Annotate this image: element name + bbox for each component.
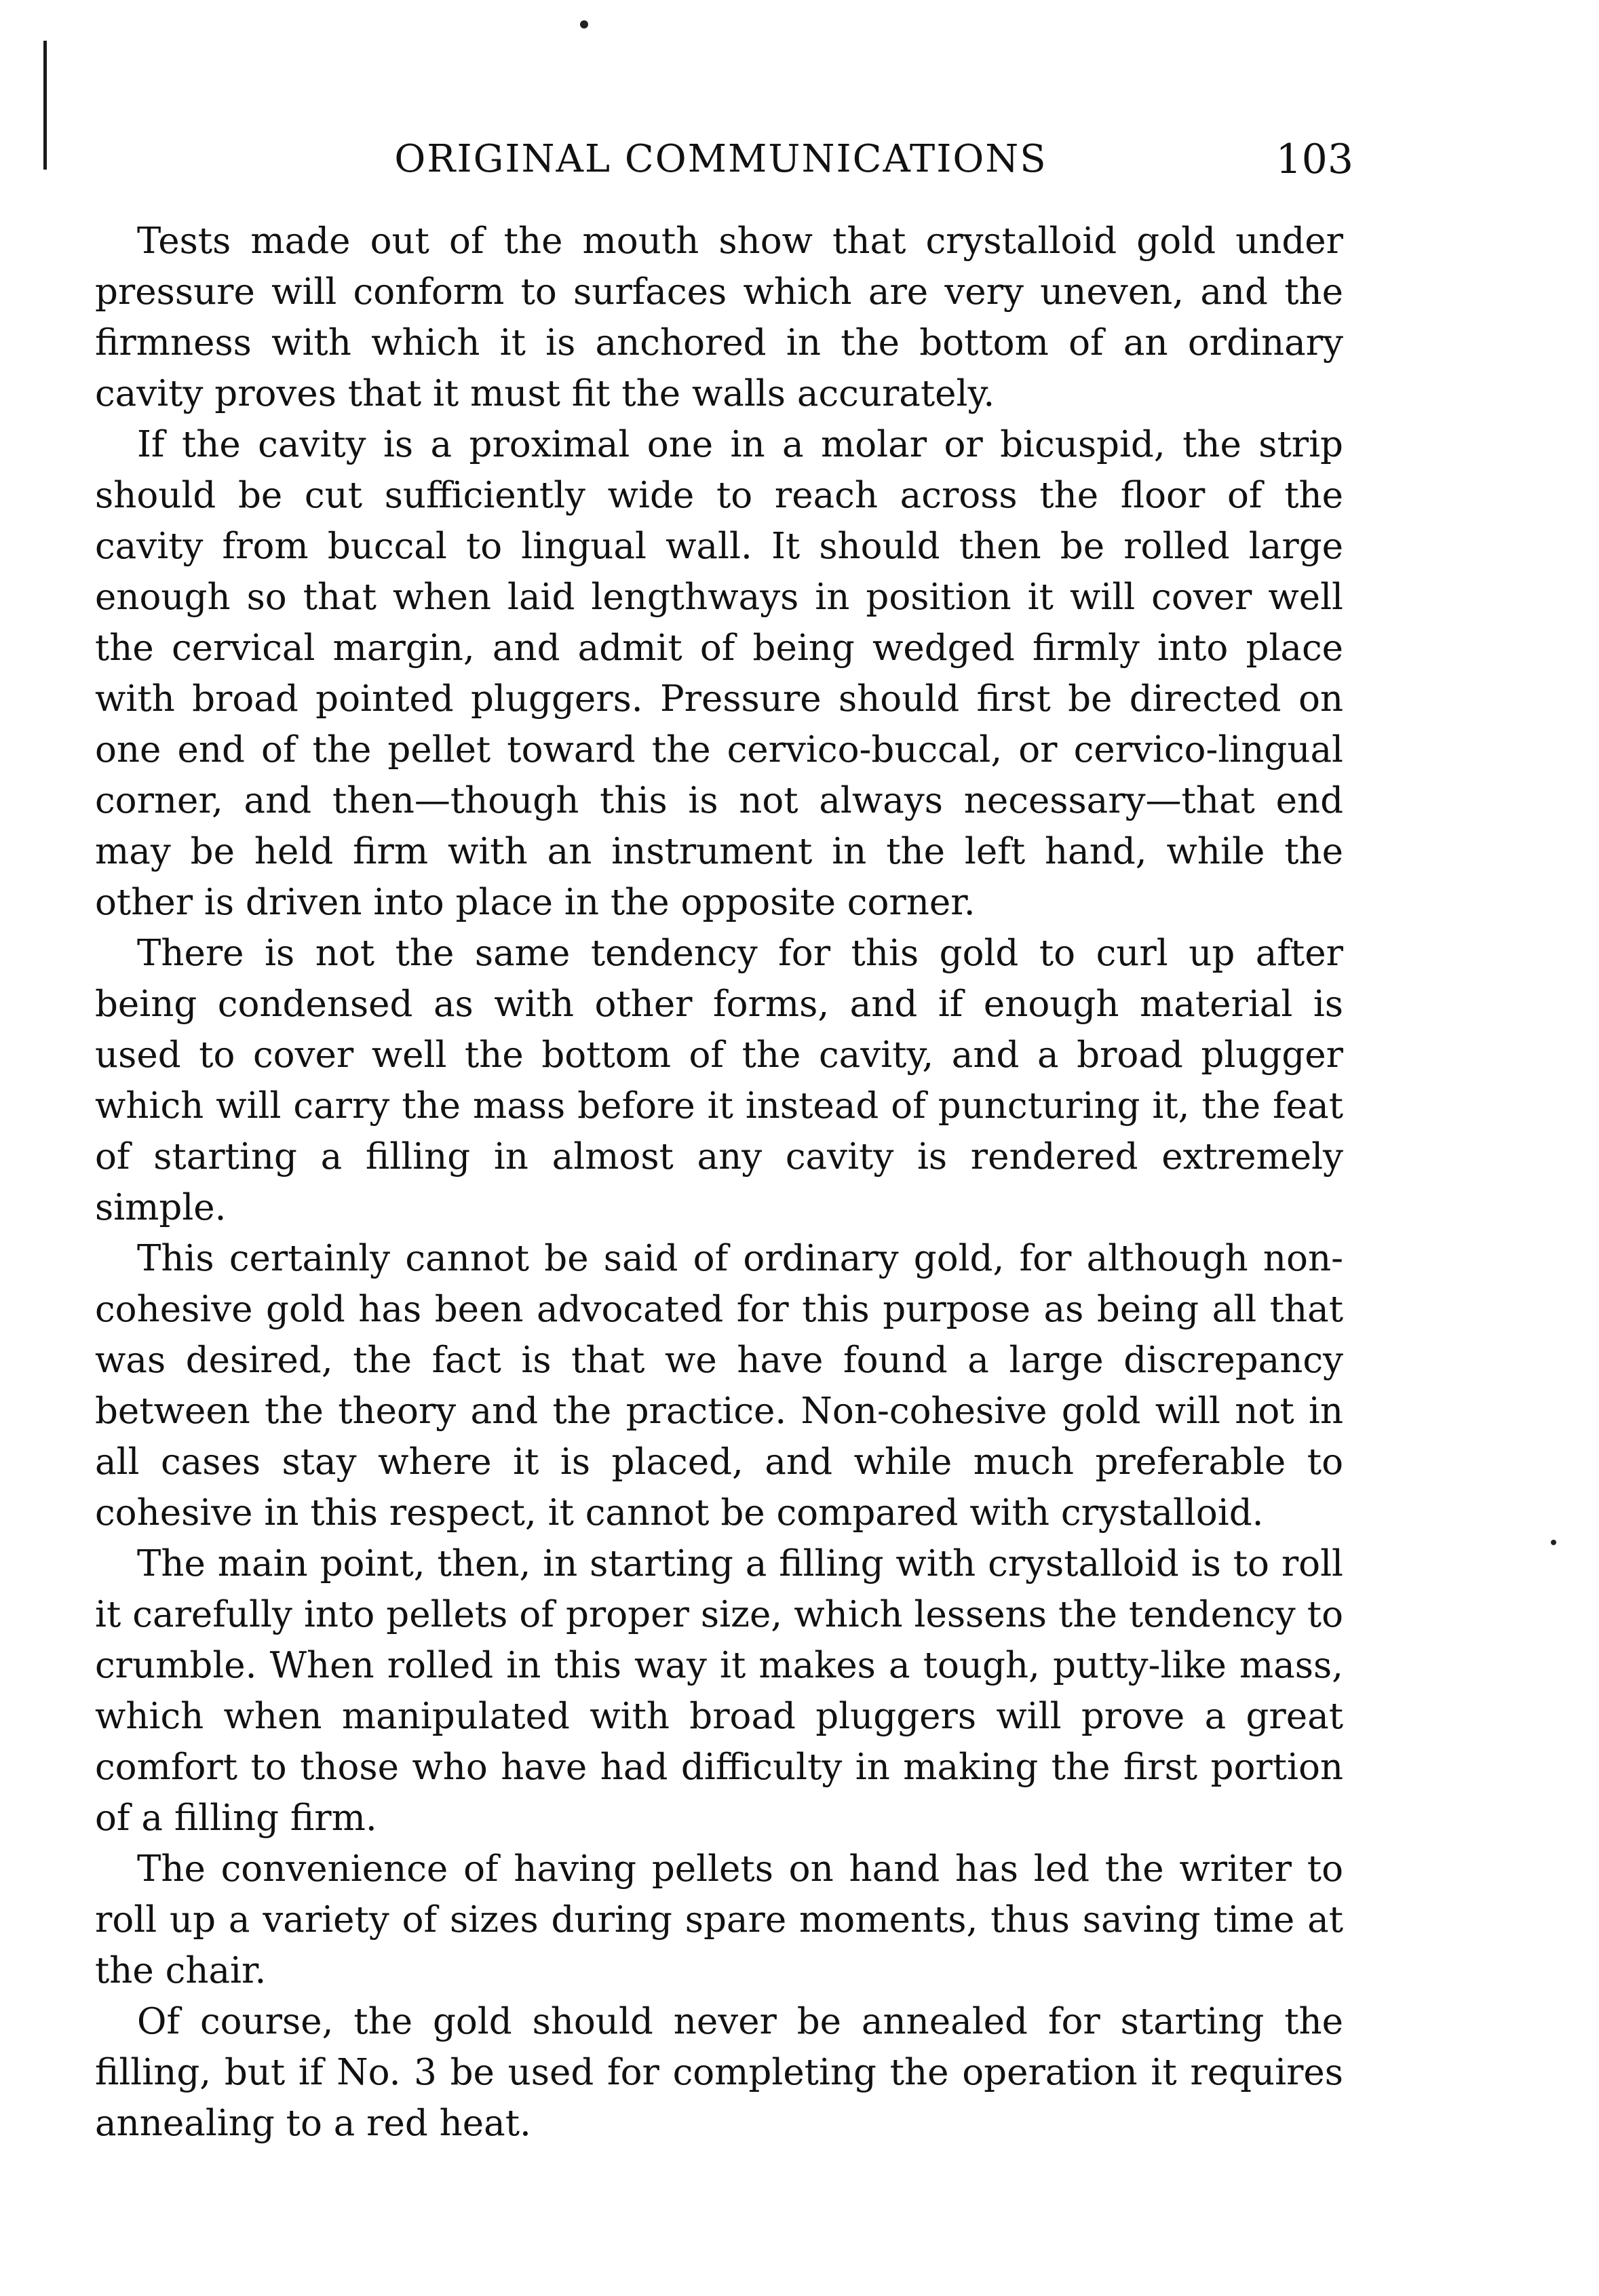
paragraph: The convenience of having pellets on hand has led the writer to roll up a variety of sizes during spare moments, thus saving time at the chair. [95, 1848, 1343, 1991]
running-head: ORIGINAL COMMUNICATIONS [394, 137, 1047, 181]
paragraph: There is not the same tendency for this gold to curl up after being condensed as with other forms, and if enough material is used to cover well the bottom of the cavity, and a broad plugger which will carry the mass before it instead of puncturing it, the feat of starting a filling in almost any cavity is rendered extremely simple. [95, 933, 1343, 1228]
page-number: 103 [1275, 136, 1353, 183]
page-header [95, 129, 1353, 190]
paragraph: Tests made out of the mouth show that crystalloid gold under pressure will conform to surfaces which are very uneven, and the firmness with which it is anchored in the bottom of an ordinary cavity proves that it must fit the walls accurately. [95, 220, 1343, 414]
ink-speck [580, 20, 588, 28]
paragraph: If the cavity is a proximal one in a molar or bicuspid, the strip should be cut sufficiently wide to reach across the floor of the cavity from buccal to lingual wall. It should then be rolled large enough so that when laid lengthways in position it will cover well the cervical margin, and admit of being wedged firmly into place with broad pointed pluggers. Pressure should first be directed on one end of the pellet toward the cervico-buccal, or cervico-lingual corner, and then—though this is not always necessary—that end may be held firm with an instrument in the left hand, while the other is driven into place in the opposite corner. [95, 424, 1343, 923]
paragraph: Of course, the gold should never be annealed for starting the filling, but if No. 3 be used for completing the operation it requires annealing to a red heat. [95, 2001, 1343, 2144]
ink-speck [1551, 1540, 1556, 1545]
paragraph: This certainly cannot be said of ordinary gold, for although non-cohesive gold has been advocated for this purpose as being all that was desired, the fact is that we have found a large discrepancy between the theory and the practice. Non-cohesive gold will not in all cases stay where it is placed, and while much preferable to cohesive in this respect, it cannot be compared with crystalloid. [95, 1238, 1343, 1534]
paragraph: The main point, then, in starting a filling with crystalloid is to roll it carefully into pellets of proper size, which lessens the tendency to crumble. When rolled in this way it makes a tough, putty-like mass, which when manipulated with broad pluggers will prove a great comfort to those who have had difficulty in making the first portion of a filling firm. [95, 1543, 1343, 1839]
body-text [95, 216, 1343, 2149]
page-edge-line [43, 41, 47, 170]
